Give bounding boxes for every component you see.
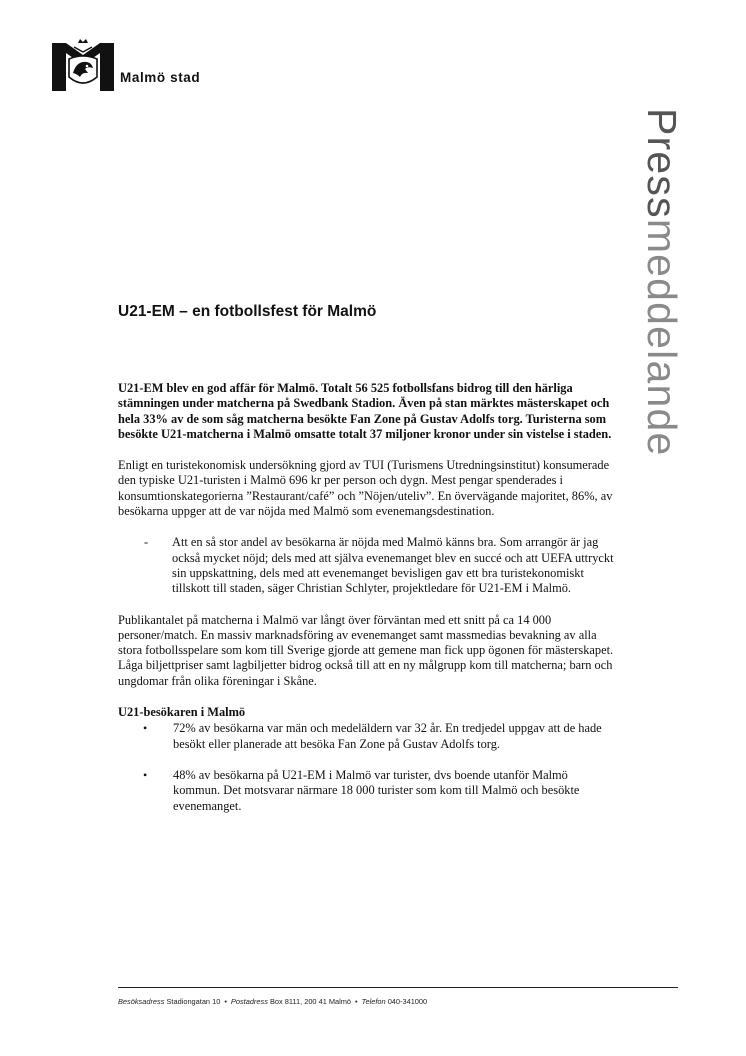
- footer-divider: [118, 987, 678, 988]
- body-paragraph-1: Enligt en turistekonomisk undersökning gjord av TUI (Turismens Utredningsinstitut) konsumerade den typiske U21-turisten i Malmö 696 kr per person och dygn. Mest pengar spenderades i konsumtionskategorierna ”Restaurant/café” och ”Nöjen/uteliv”. En övervägande majoritet, 86%, av besökarna uppger att de var nöjda med Malmö som evenemangsdestination.: [118, 458, 613, 519]
- list-item: [118, 721, 618, 752]
- footer-contact-line: [118, 997, 427, 1006]
- section-subheading: U21-besökaren i Malmö: [118, 705, 246, 720]
- footer-separator: •: [355, 997, 358, 1006]
- bullet-icon: •: [143, 767, 148, 782]
- quote-dash-marker: -: [144, 535, 149, 550]
- footer-separator: •: [224, 997, 227, 1006]
- press-release-vertical-label: [640, 108, 684, 457]
- vertical-label-light: meddelande: [639, 218, 685, 457]
- article-body: [118, 381, 618, 830]
- vertical-label-dark: Press: [639, 108, 685, 219]
- bullet-list: [118, 721, 618, 813]
- visit-address-value: Stadiongatan 10: [166, 997, 221, 1006]
- postal-address-label: Postadress: [230, 997, 268, 1006]
- org-name: Malmö stad: [120, 70, 201, 85]
- malmo-coat-of-arms-logo: [52, 39, 114, 91]
- bullet-text: 72% av besökarna var män och medeläldern var 32 år. En tredjedel uppgav att de hade besökt eller planerade att besöka Fan Zone på Gustav Adolfs torg.: [173, 721, 602, 751]
- body-paragraph-2: Publikantalet på matcherna i Malmö var långt över förväntan med ett snitt på ca 14 000 personer/match. En massiv marknadsföring av evenemanget samt massmedias bevakning av alla stora fotbollsspelare som kom till Sverige gjorde att gemene man fick upp ögonen för mästerskapet. Låga biljettpriser samt lagbiljetter bidrog också till att en ny målgrupp kom till matcherna; barn och ungdomar från olika föreningar i Skåne.: [118, 612, 614, 688]
- griffin-crest-icon: [52, 39, 114, 91]
- bullet-text: 48% av besökarna på U21-EM i Malmö var turister, dvs boende utanför Malmö kommun. Det motsvarar närmare 18 000 turister som kom till Malmö och besökte evenemanget.: [173, 767, 580, 813]
- quote-block: [118, 535, 618, 596]
- phone-value: 040-341000: [387, 997, 428, 1006]
- bullet-icon: •: [143, 721, 148, 736]
- phone-label: Telefon: [361, 997, 386, 1006]
- list-item: [118, 768, 618, 814]
- quote-text: Att en så stor andel av besökarna är nöjda med Malmö känns bra. Som arrangör är jag också mycket nöjd; dels med att själva evenemanget blev en succé och att UEFA uttryckt sin uppskattning, dels med att evenemanget bevisligen gav ett bra turistekonomiskt tillskott till staden, säger Christian Schlyter, projektledare för U21-EM i Malmö.: [172, 535, 614, 596]
- article-title: U21-EM – en fotbollsfest för Malmö: [118, 303, 377, 320]
- lead-paragraph: U21-EM blev en god affär för Malmö. Totalt 56 525 fotbollsfans bidrog till den härliga stämningen under matcherna på Swedbank Stadion. Även på stan märktes mästerskapet och hela 33% av de som såg matcherna besökte Fan Zone på Gustav Adolfs torg. Turisterna som besökte U21-matcherna i Malmö omsatte totalt 37 miljoner kronor under sin vistelse i staden.: [118, 381, 612, 441]
- visit-address-label: Besöksadress: [118, 997, 165, 1006]
- postal-address-value: Box 8111, 200 41 Malmö: [269, 997, 352, 1006]
